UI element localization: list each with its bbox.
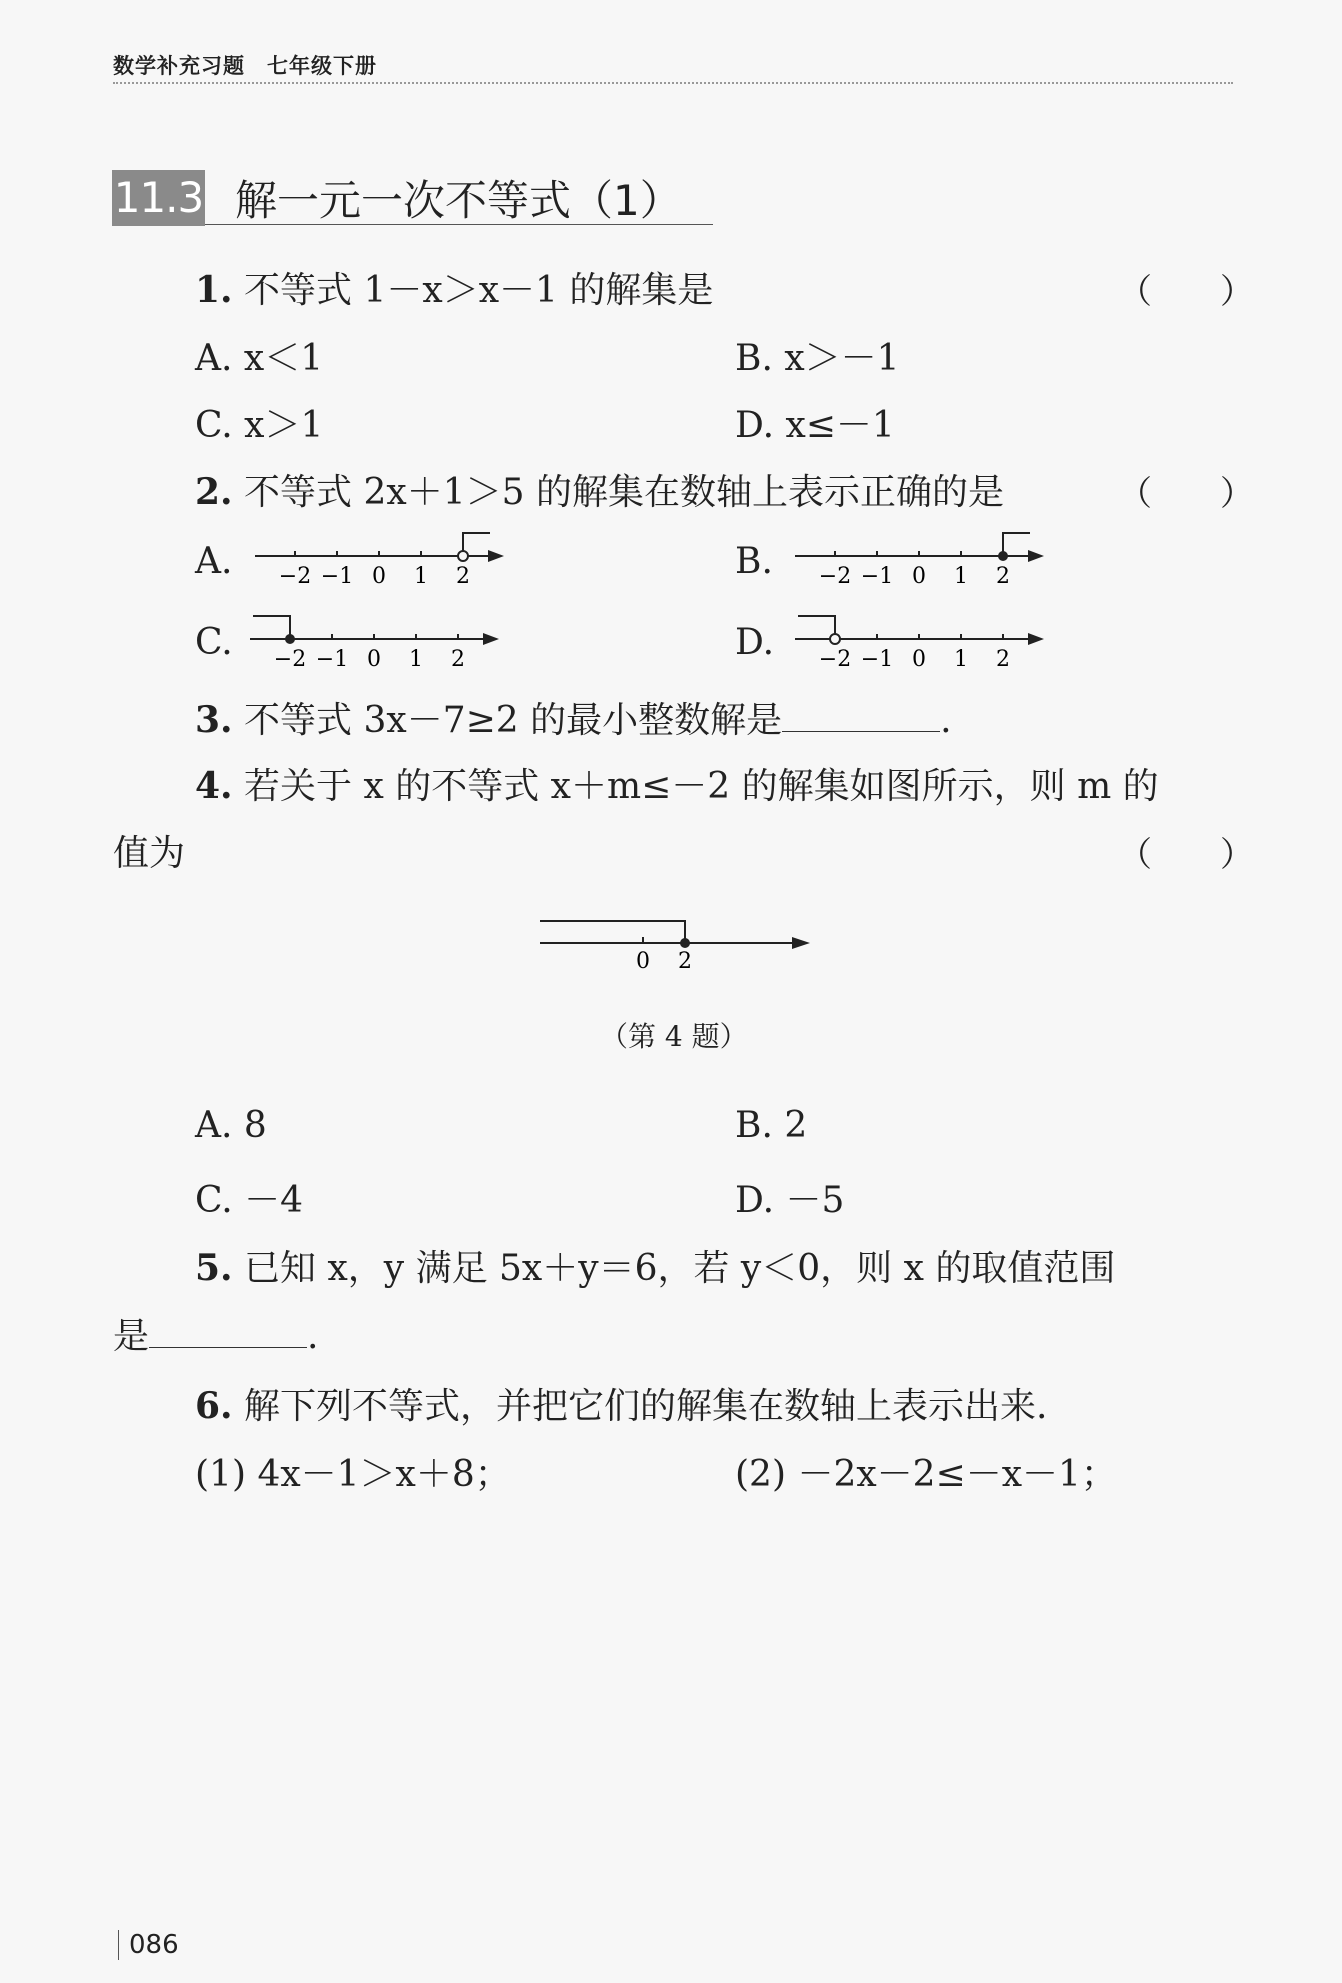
tick-label: 0 [912, 564, 926, 589]
question-number: 3. [195, 699, 233, 741]
option-d-label: D. [735, 622, 775, 663]
section-title: 解一元一次不等式（1） [235, 176, 682, 225]
question-text: 解下列不等式，并把它们的解集在数轴上表示出来. [244, 1386, 1048, 1427]
option-b-label: B. [735, 541, 773, 582]
answer-blank[interactable] [149, 1319, 307, 1348]
question-6 [195, 1378, 1048, 1429]
question-text: 不等式 3x－7≥2 的最小整数解是 [244, 700, 783, 741]
tick-label: 0 [372, 564, 386, 589]
figure-caption: （第 4 题） [600, 1020, 748, 1053]
number-line-b [790, 532, 1060, 592]
question-4 [195, 758, 1159, 809]
question-text: 不等式 2x＋1＞5 的解集在数轴上表示正确的是 [244, 472, 1004, 513]
question-text: 不等式 1－x＞x－1 的解集是 [244, 270, 714, 311]
number-line-d [790, 612, 1060, 674]
page-number: 086 [118, 1930, 179, 1960]
answer-paren: （ ） [1118, 474, 1254, 514]
tick-label: 2 [678, 949, 692, 974]
option-d: D. －5 [735, 1180, 845, 1221]
question-5-line2 [113, 1308, 318, 1359]
tick-label: 0 [912, 647, 926, 672]
tick-label: 2 [996, 564, 1010, 589]
number-line-c [245, 612, 515, 674]
question-text: 已知 x，y 满足 5x＋y＝6，若 y＜0，则 x 的取值范围 [244, 1248, 1116, 1289]
tick-label: 2 [456, 564, 470, 589]
tick-label: 1 [409, 647, 423, 672]
question-number: 4. [195, 765, 233, 807]
header-divider [113, 82, 1233, 84]
tick-label: 2 [451, 647, 465, 672]
question-text: 若关于 x 的不等式 x＋m≤－2 的解集如图所示，则 m 的 [244, 766, 1159, 807]
tick-label: 1 [954, 647, 968, 672]
tick-label: −2 [818, 564, 852, 589]
tick-label: −2 [273, 647, 307, 672]
option-b: B. x＞－1 [735, 338, 900, 379]
tick-label: 1 [954, 564, 968, 589]
question-4-line2: 值为 [113, 833, 186, 874]
sub-question-2: (2) －2x－2≤－x－1； [735, 1454, 1117, 1495]
tick-label: −1 [860, 564, 894, 589]
number-line-a [250, 532, 520, 592]
section-underline [205, 224, 713, 225]
tick-label: −1 [860, 647, 894, 672]
answer-blank[interactable] [782, 703, 940, 732]
tick-label: −2 [818, 647, 852, 672]
tick-label: 0 [636, 949, 650, 974]
answer-paren: （ ） [1118, 272, 1254, 312]
tick-label: 0 [367, 647, 381, 672]
question-2 [195, 464, 1004, 515]
question-number: 1. [195, 269, 233, 311]
question-5 [195, 1240, 1115, 1291]
tick-label: −1 [315, 647, 349, 672]
answer-paren: （ ） [1118, 835, 1254, 875]
question-number: 2. [195, 471, 233, 513]
option-d: D. x≤－1 [735, 405, 895, 446]
question-1 [195, 262, 713, 313]
period: . [307, 1316, 319, 1357]
question-number: 6. [195, 1385, 233, 1427]
period: . [940, 700, 952, 741]
option-c: C. －4 [195, 1180, 304, 1221]
option-c: C. x＞1 [195, 405, 324, 446]
section-number: 11.3 [112, 170, 205, 226]
option-a: A. x＜1 [195, 338, 324, 379]
question-text: 是 [113, 1316, 150, 1357]
figure-4-number-line [530, 915, 820, 975]
question-number: 5. [195, 1247, 233, 1289]
option-a-label: A. [195, 541, 233, 582]
question-3 [195, 692, 952, 743]
tick-label: −1 [320, 564, 354, 589]
option-a: A. 8 [195, 1105, 267, 1146]
tick-label: 1 [414, 564, 428, 589]
sub-question-1: (1) 4x－1＞x＋8； [195, 1454, 511, 1495]
option-c-label: C. [195, 622, 233, 663]
running-header: 数学补充习题 七年级下册 [113, 54, 377, 78]
option-b: B. 2 [735, 1105, 808, 1146]
tick-label: 2 [996, 647, 1010, 672]
tick-label: −2 [278, 564, 312, 589]
